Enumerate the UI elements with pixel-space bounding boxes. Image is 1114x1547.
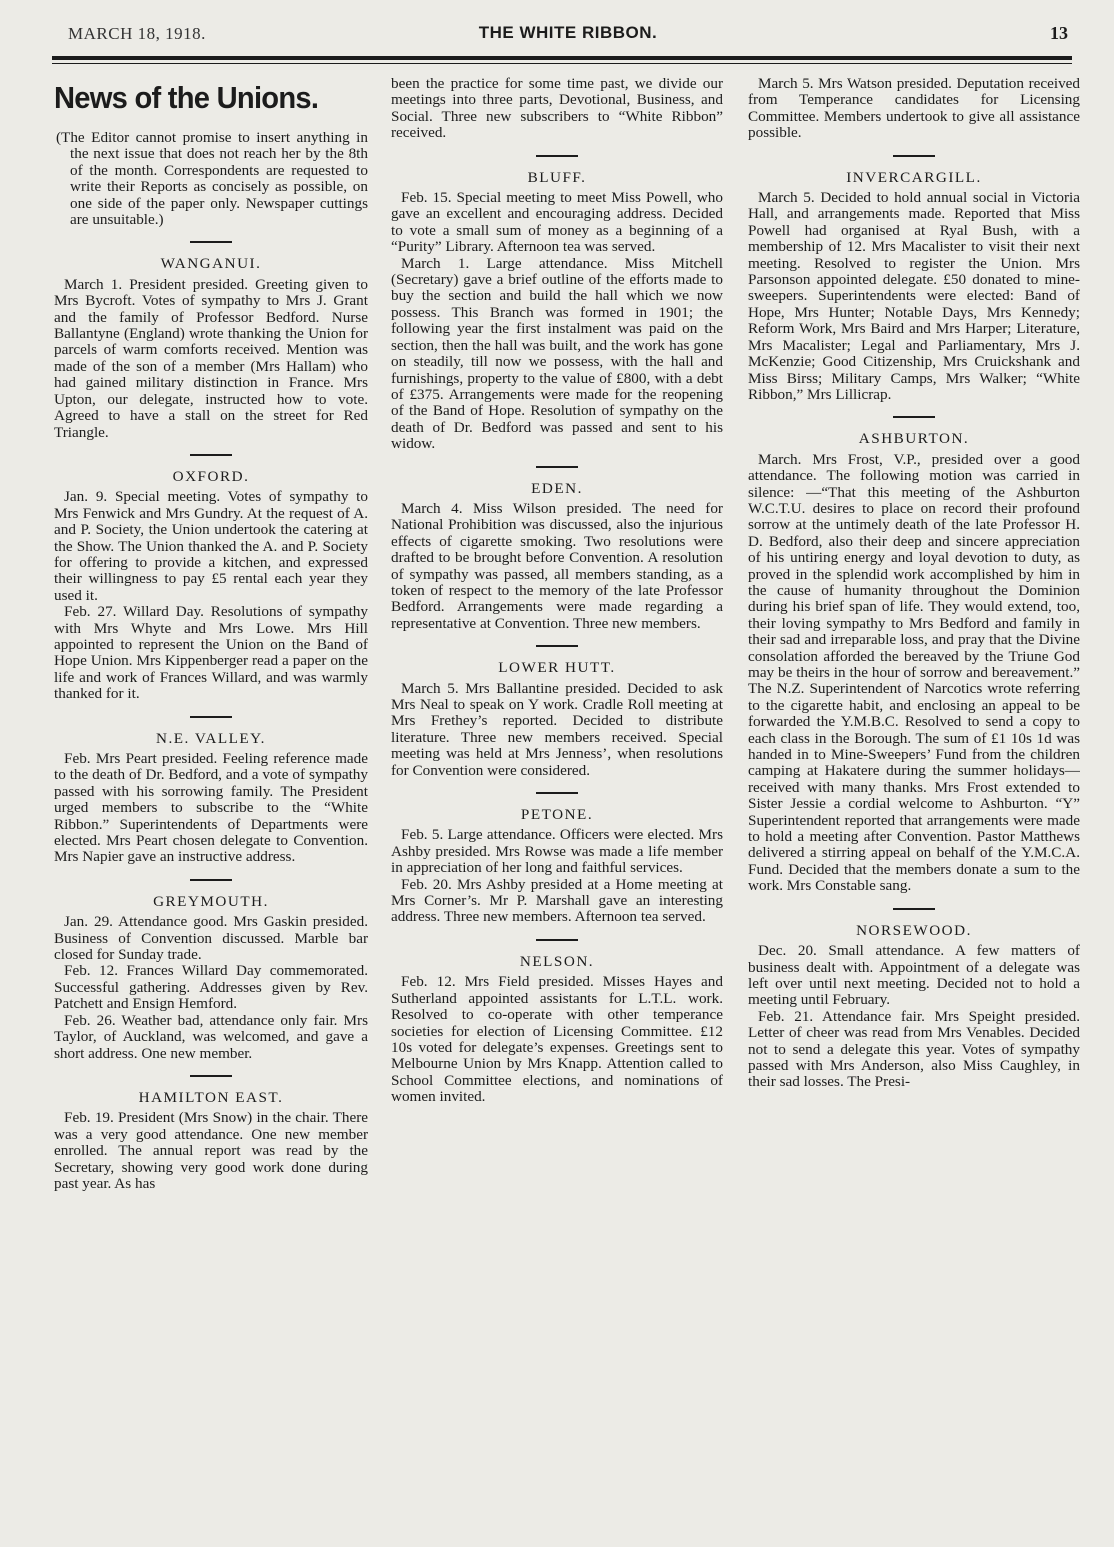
union-report	[748, 431, 1080, 894]
column-1	[54, 70, 368, 1535]
section-divider	[893, 155, 935, 157]
column-3-continuation: March 5. Mrs Watson presided. Deputation received from Temperance candidates for Licensing Committee. Members undertook to give all assistance possible.	[748, 76, 1080, 142]
report-paragraph: March 1. Large attendance. Miss Mitchell (Secretary) gave a brief outline of the efforts made to buy the section and build the hall which we now possess. This Branch was formed in 1901; the following year the first instalment was paid on the section, then the hall was built, and the work has gone on steadily, till now we possess, with the hall and furnishings, property to the value of £800, with a debt of £375. Arrangements were made for the reopening of the Band of Hope. Resolution of sympathy on the death of Dr. Bedford was passed and sent to his widow.	[391, 254, 723, 453]
union-name: NORSEWOOD.	[856, 921, 972, 939]
header-rule-thick	[52, 56, 1072, 60]
union-name: ASHBURTON.	[858, 430, 970, 448]
report-paragraph: Feb. 12. Mrs Field presided. Misses Hayes and Sutherland appointed assistants for L.T.L. work. Resolved to co-operate with other temperance societies for election of Licensing Committee. £12 10s voted for delegate’s expenses. Greetings sent to Melbourne Union by Mrs Knapp. Attention called to School Committee elections, and nominations of women invited.	[391, 973, 723, 1106]
column-2-continuation: been the practice for some time past, we divide our meetings into three parts, Devotional, Business, and Social. Three new subscribers to “White Ribbon” received.	[391, 76, 723, 142]
union-name: HAMILTON EAST.	[138, 1088, 284, 1106]
issue-date: MARCH 18, 1918.	[68, 24, 206, 43]
report-paragraph: March 5. Mrs Ballantine presided. Decided to ask Mrs Neal to speak on Y work. Cradle Roll meeting at Mrs Frethey’s reported. Decided to distribute literature. Three new members received. Special meeting was held at Mrs Jenness’, when resolutions for Convention were considered.	[391, 679, 723, 779]
section-divider	[536, 939, 578, 941]
report-paragraph: Feb. 27. Willard Day. Resolutions of sympathy with Mrs Whyte and Mrs Lowe. Mrs Hill appointed to represent the Union on the Band of Hope Union. Mrs Kippenberger read a paper on the life and work of Frances Willard, and was warmly thanked for it.	[54, 603, 368, 703]
union-name: LOWER HUTT.	[498, 659, 616, 677]
column-3-sections	[748, 155, 1080, 1091]
union-report	[54, 894, 368, 1062]
report-paragraph: March 4. Miss Wilson presided. The need for National Prohibition was discussed, also the injurious effects of cigarette smoking. Two resolutions were drafted to be brought before Convention. A resolution of sympathy was passed, all members standing, as a token of respect to the memory of the late Professor Bedford. Arrangements were made regarding a representative at Convention. Three new members.	[391, 499, 723, 632]
union-report	[54, 256, 368, 440]
union-name: INVERCARGILL.	[846, 168, 982, 186]
report-paragraph: March. Mrs Frost, V.P., presided over a good attendance. The following motion was carried in silence: —“That this meeting of the Ashburton W.C.T.U. desires to place on record their profound sorrow at the untimely death of the late Professor H. D. Bedford, also their deep and sincere appreciation of his untiring energy and loyal devotion to duty, as proved in the splendid work accomplished by him in the cause of humanity throughout the Dominion during his brief span of life. They would extend, too, their loving sympathy to Mrs Bedford and family in their sad and irreparable loss, and pray that the Divine consolation afforded the bereaved by the Triune God may be theirs in the hour of sorrow and bereavement.” The N.Z. Superintendent of Narcotics wrote referring to the cigarette habit, and enclosing an appeal to be forwarded the Y.M.B.C. Resolved to send a copy to each class in the Borough. The sum of £1 10s 1d was handed in to Mine-Sweepers’ Fund from the children camping at Hakatere during the summer holidays—received with many thanks. Mrs Frost extended to Sister Jessie a cordial welcome to Ashburton. “Y” Superintendent reported that arrangements were made to hold a meeting after Convention. Pastor Matthews delivered a stirring appeal on behalf of the Y.M.C.A. Fund. Decided that the members donate a sum to the work. Mrs Constable sang.	[748, 450, 1080, 895]
section-divider	[190, 716, 232, 718]
section-divider	[536, 645, 578, 647]
section-divider	[893, 416, 935, 418]
union-name: BLUFF.	[527, 168, 587, 186]
section-divider	[536, 792, 578, 794]
section-divider	[190, 454, 232, 456]
report-paragraph: Jan. 29. Attendance good. Mrs Gaskin presided. Business of Convention discussed. Marble bar closed for Sunday trade.	[54, 913, 368, 964]
header-rule-thin	[52, 63, 1072, 64]
union-name: PETONE.	[520, 806, 594, 824]
column-2-sections	[391, 155, 723, 1106]
report-paragraph: Feb. 12. Frances Willard Day commemorated. Successful gathering. Addresses given by Rev. Patchett and Ensign Hemford.	[54, 962, 368, 1013]
union-report	[54, 469, 368, 703]
report-paragraph: Feb. 19. President (Mrs Snow) in the chair. There was a very good attendance. One new member enrolled. The annual report was read by the Secretary, showing very good work done during past year. As has	[54, 1109, 368, 1192]
section-divider	[190, 879, 232, 881]
report-paragraph: Feb. 20. Mrs Ashby presided at a Home meeting at Mrs Corner’s. Mr P. Marshall gave an interesting address. Three new members. Afternoon tea served.	[391, 875, 723, 926]
publication-title: THE WHITE RIBBON.	[478, 23, 658, 42]
page-headline: News of the Unions.	[54, 80, 319, 115]
report-paragraph: Dec. 20. Small attendance. A few matters of business dealt with. Appointment of a delegate was left over until next meeting. Decided not to hold a meeting until February.	[748, 942, 1080, 1009]
report-paragraph: Feb. 26. Weather bad, attendance only fair. Mrs Taylor, of Auckland, was welcomed, and gave a short address. One new member.	[54, 1011, 368, 1062]
section-divider	[190, 241, 232, 243]
union-name: GREYMOUTH.	[153, 892, 269, 910]
union-report	[391, 807, 723, 926]
union-name: EDEN.	[531, 479, 583, 497]
report-paragraph: Feb. 21. Attendance fair. Mrs Speight presided. Letter of cheer was read from Mrs Venables. Decided not to send a delegate this year. Votes of sympathy passed with Mrs Anderson, also Miss Caughley, in their sad losses. The Presi-	[748, 1007, 1080, 1091]
report-paragraph: Jan. 9. Special meeting. Votes of sympathy to Mrs Fenwick and Mrs Gundry. At the request of A. and P. Society, the Union undertook the catering at the Show. The Union thanked the A. and P. Society for offering to provide a kitchen, and expressed their willingness to pay £5 rental each year they used it.	[54, 488, 368, 604]
union-report	[54, 731, 368, 866]
section-divider	[536, 155, 578, 157]
section-divider	[536, 466, 578, 468]
running-head	[68, 22, 1068, 48]
union-report	[391, 954, 723, 1106]
column-2	[391, 76, 723, 1535]
report-paragraph: March 1. President presided. Greeting given to Mrs Bycroft. Votes of sympathy to Mrs J. Grant and the family of Professor Bedford. Nurse Ballantyne (England) wrote thanking the Union for parcels of warm comforts received. Mention was made of the son of a member (Mrs Hallam) who had gained military distinction in France. Mrs Upton, our delegate, instructed how to vote. Agreed to have a stall on the street for Red Triangle.	[54, 275, 368, 441]
union-report	[54, 1090, 368, 1192]
section-divider	[893, 908, 935, 910]
union-report	[391, 170, 723, 453]
union-name: WANGANUI.	[160, 255, 262, 273]
editor-note: (The Editor cannot promise to insert anything in the next issue that does not reach her by the 8th of the month. Correspondents are requested to write their Reports as concisely as possible, on one side of the paper only. Newspaper cuttings are unsuitable.)	[56, 129, 368, 229]
report-paragraph: Feb. Mrs Peart presided. Feeling reference made to the death of Dr. Bedford, and a vote of sympathy passed with his sorrowing family. The President urged members to subscribe to the “White Ribbon.” Superintendents of Departments were elected. Mrs Peart chosen delegate to Convention. Mrs Napier gave an instructive address.	[54, 750, 368, 866]
report-paragraph: Feb. 5. Large attendance. Officers were elected. Mrs Ashby presided. Mrs Rowse was made a life member in appreciation of her long and faithful services.	[391, 826, 723, 877]
union-report	[391, 660, 723, 779]
union-name: N.E. VALLEY.	[156, 729, 266, 747]
column-1-sections	[54, 241, 368, 1192]
section-divider	[190, 1075, 232, 1077]
page-number: 13	[1050, 23, 1068, 43]
union-name: NELSON.	[519, 952, 595, 970]
union-report	[748, 923, 1080, 1091]
union-report	[391, 481, 723, 633]
report-paragraph: Feb. 15. Special meeting to meet Miss Powell, who gave an excellent and encouraging address. Decided to vote a small sum of money as a beginning of a “Purity” Library. Afternoon tea was served.	[391, 189, 723, 256]
report-paragraph: March 5. Decided to hold annual social in Victoria Hall, and arrangements made. Reported that Miss Powell had organised at Ryal Bush, with a membership of 12. Mrs Macalister to visit their next meeting. Resolved to register the Union. Mrs Parsonson appointed delegate. £50 donated to mine-sweepers. Superintendents were elected: Band of Hope, Mrs Hunter; Notable Days, Mrs Kennedy; Reform Work, Mrs Baird and Mrs Harper; Literature, Mrs Macalister; Legal and Parliamentary, Mrs J. McKenzie; Good Citizenship, Mrs Cruickshank and Miss Birss; Military Camps, Mrs Walker; “White Ribbon,” Mrs Lillicrap.	[748, 189, 1080, 403]
union-name: OXFORD.	[172, 467, 250, 485]
column-3	[748, 76, 1080, 1535]
union-report	[748, 170, 1080, 404]
